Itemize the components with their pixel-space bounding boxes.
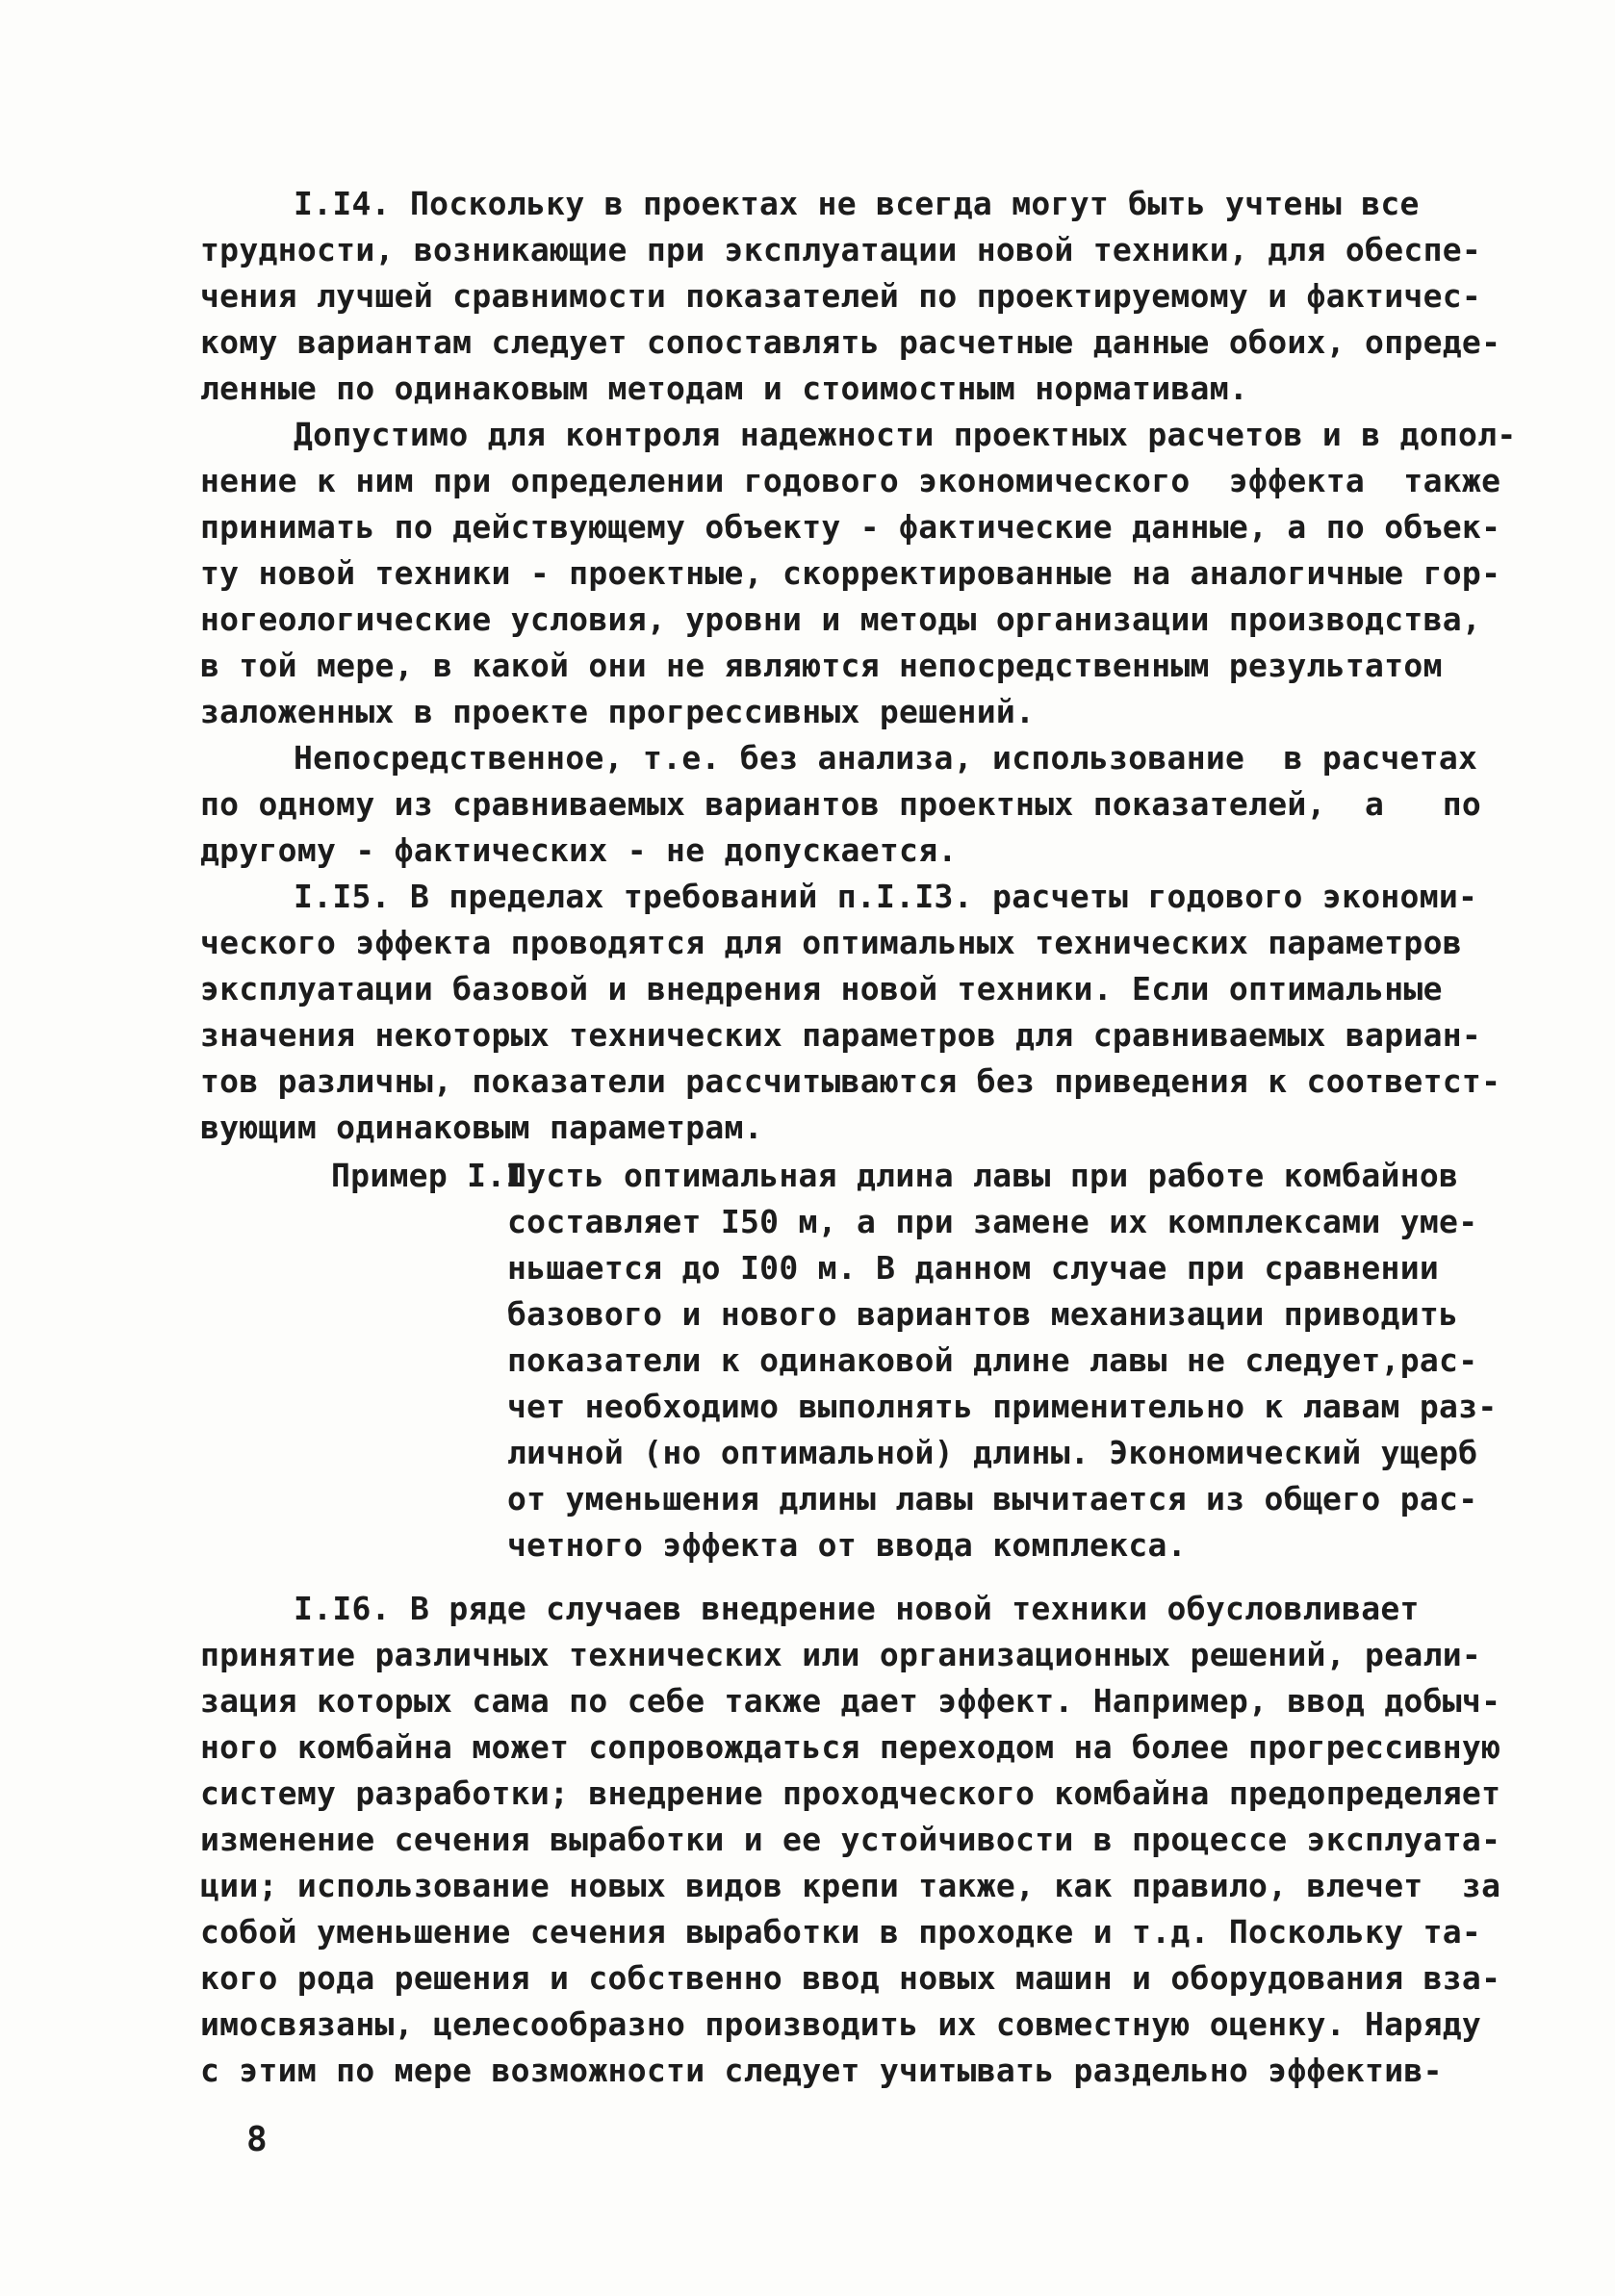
text-line: чет необходимо выполнять применительно к лавам раз- (507, 1388, 1498, 1425)
text-line: по одному из сравниваемых вариантов проектных показателей, а по (200, 785, 1482, 823)
text-line: показатели к одинаковой длине лавы не следует,рас- (507, 1341, 1478, 1379)
text-line: ческого эффекта проводятся для оптимальных технических параметров (200, 924, 1462, 961)
text-line: Пусть оптимальная длина лавы при работе комбайнов (507, 1157, 1459, 1194)
text-line: нение к ним при определении годового экономического эффекта также (200, 462, 1501, 499)
text-line: I.I4. Поскольку в проектах не всегда могут быть учтены все (294, 185, 1420, 222)
text-line: ного комбайна может сопровождаться переходом на более прогрессивную (200, 1728, 1501, 1766)
text-line: кому вариантам следует сопоставлять расчетные данные обоих, опреде- (200, 323, 1501, 361)
text-line: ногеологические условия, уровни и методы организации производства, (200, 600, 1482, 638)
text-line: ту новой техники - проектные, скорректированные на аналогичные гор- (200, 554, 1501, 592)
text-line: I.I6. В ряде случаев внедрение новой техники обусловливает (294, 1590, 1420, 1627)
text-line: ции; использование новых видов крепи также, как правило, влечет за (200, 1867, 1501, 1904)
text-line: составляет I50 м, а при замене их комплексами уме- (507, 1203, 1478, 1240)
text-line: тов различны, показатели рассчитываются без приведения к соответст- (200, 1062, 1501, 1100)
text-line: с этим по мере возможности следует учитывать раздельно эффектив- (200, 2052, 1443, 2089)
text-line: изменение сечения выработки и ее устойчивости в процессе эксплуата- (200, 1821, 1501, 1858)
text-line: Допустимо для контроля надежности проектных расчетов и в допол- (294, 416, 1517, 453)
text-line: собой уменьшение сечения выработки в проходке и т.д. Поскольку та- (200, 1913, 1482, 1951)
text-line: другому - фактических - не допускается. (200, 831, 958, 869)
text-line: в той мере, в какой они не являются непосредственным результатом (200, 647, 1443, 684)
page-number: 8 (246, 2120, 268, 2159)
text-line: кого рода решения и собственно ввод новых машин и оборудования вза- (200, 1959, 1501, 1997)
text-line: личной (но оптимальной) длины. Экономический ущерб (507, 1434, 1478, 1471)
text-line: вующим одинаковым параметрам. (200, 1109, 763, 1146)
text-line: базового и нового вариантов механизации приводить (507, 1295, 1459, 1333)
text-line: ленные по одинаковым методам и стоимостным нормативам. (200, 370, 1249, 407)
text-line: трудности, возникающие при эксплуатации новой техники, для обеспе- (200, 231, 1482, 268)
text-line: Непосредственное, т.е. без анализа, использование в расчетах (294, 739, 1478, 777)
example-label: Пример I.I. (331, 1157, 545, 1194)
text-line: ньшается до I00 м. В данном случае при сравнении (507, 1249, 1440, 1287)
text-line: зация которых сама по себе также дает эффект. Например, ввод добыч- (200, 1682, 1501, 1720)
text-line: чения лучшей сравнимости показателей по проектируемому и фактичес- (200, 277, 1482, 315)
text-line: от уменьшения длины лавы вычитается из общего рас- (507, 1480, 1478, 1518)
text-line: принимать по действующему объекту - фактические данные, а по объек- (200, 508, 1501, 546)
text-line: имосвязаны, целесообразно производить их совместную оценку. Наряду (200, 2005, 1482, 2043)
text-line: принятие различных технических или организационных решений, реали- (200, 1636, 1482, 1673)
text-line: значения некоторых технических параметров для сравниваемых вариан- (200, 1016, 1482, 1054)
text-line: систему разработки; внедрение проходческого комбайна предопределяет (200, 1774, 1501, 1812)
text-line: I.I5. В пределах требований п.I.I3. расчеты годового экономи- (294, 878, 1478, 915)
text-line: четного эффекта от ввода комплекса. (507, 1526, 1187, 1564)
text-line: заложенных в проекте прогрессивных решений. (200, 693, 1036, 730)
text-line: эксплуатации базовой и внедрения новой техники. Если оптимальные (200, 970, 1443, 1008)
